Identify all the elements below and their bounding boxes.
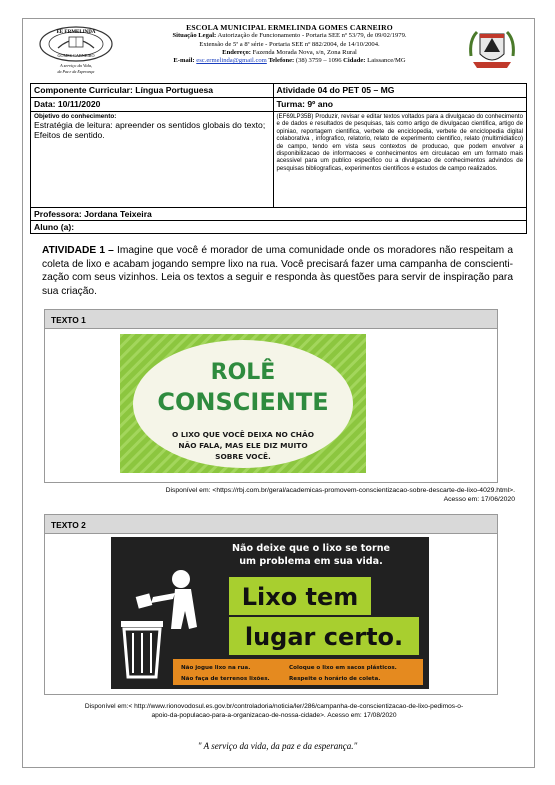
texto2-tip4: Respeite o horário de coleta.	[289, 676, 381, 682]
texto2-tip1: Não jogue lixo na rua.	[181, 665, 251, 671]
texto1-image-caption2: NÃO FALA, MAS ELE DIZ MUITO	[178, 441, 308, 450]
texto1-image	[120, 334, 366, 473]
phone-text: (38) 3759 – 1096	[295, 57, 342, 65]
class-cell: Turma: 9º ano	[273, 98, 526, 112]
texto2-image-top2: um problema em sua vida.	[239, 556, 383, 567]
footer-motto: " A serviço da vida, da paz e da esperança."	[197, 741, 358, 751]
texto1-image-line1: ROLÊ	[210, 360, 276, 385]
date-cell: Data: 10/11/2020	[31, 98, 274, 112]
texto2-image-big1: Lixo tem	[241, 583, 359, 611]
city-text: Laissance/MG	[367, 57, 406, 65]
texto2-title: TEXTO 2	[45, 515, 497, 534]
info-table	[30, 83, 527, 234]
texto1-image-caption3: SOBRE VOCÊ.	[215, 452, 271, 461]
texto1-credit-line1: Disponível em: <https://rbj.com.br/geral/academicas-promovem-conscientizacao-sobre-descarte-de-lixo-4029.html>.	[165, 487, 515, 494]
texto2-credit-line2: apoio-da-populacao-para-a-organizacao-de-nossa-cidade>. Acesso em: 17/08/2020	[151, 711, 397, 719]
extension-line: Extensão de 5ª a 8ª série - Portaria SEE nº 882/2004, de 14/10/2004.	[199, 40, 380, 48]
texto2-image	[111, 537, 429, 689]
texto1-image-caption1: O LIXO QUE VOCÊ DEIXA NO CHÃO	[171, 430, 315, 439]
city-label: Cidade:	[343, 57, 366, 65]
component-cell: Componente Curricular: Língua Portuguesa	[31, 84, 274, 98]
legal-label: Situação Legal:	[172, 32, 217, 40]
texto1-image-line2: CONSCIENTE	[157, 388, 329, 416]
logo-mid-text: GOMES CARNEIRO	[57, 53, 95, 58]
texto1-credit-line2: Acesso em: 17/06/2020	[443, 496, 515, 504]
teacher-cell: Professora: Jordana Teixeira	[31, 208, 527, 221]
logo-motto-text-2: da Paz e da Esperança	[57, 69, 95, 74]
texto1-title: TEXTO 1	[45, 310, 497, 329]
objective-cell	[31, 112, 274, 208]
objective-label: Objetivo do conhecimento:	[34, 113, 117, 120]
address-label: Endereço:	[222, 48, 251, 56]
activity-cell: Atividade 04 do PET 05 – MG	[273, 84, 526, 98]
texto2-tip3: Não faça de terrenos lixões.	[181, 676, 270, 682]
school-logo	[36, 24, 116, 76]
texto2-tip2: Coloque o lixo em sacos plásticos.	[289, 665, 397, 671]
texto1-credit	[166, 486, 515, 504]
texto2-credit	[44, 703, 504, 721]
student-cell[interactable]: Aluno (a):	[31, 221, 527, 234]
activity-text: Imagine que você é morador de uma comunidade onde os moradores não respeitam a coleta de lixo e acabam jogando sempre lixo na rua. Você precisará fazer uma campanha de conscienti-zação com seus vizinhos. Leia os textos a seguir e responda às questões para servir de inspiração para sua criação.	[42, 245, 513, 297]
phone-label: Telefone:	[268, 57, 295, 65]
legal-line	[122, 32, 457, 40]
contact-line	[122, 57, 457, 65]
header-text	[122, 24, 457, 65]
email-label: E-mail:	[173, 57, 195, 65]
city-coat-of-arms	[463, 26, 521, 74]
school-header	[30, 22, 527, 78]
email-link[interactable]: esc.ermelinda@gmail.com	[196, 57, 267, 65]
activity-label: ATIVIDADE 1 –	[42, 245, 114, 256]
logo-top-text: EE ERMELINDA	[56, 30, 96, 35]
activity-paragraph	[42, 244, 513, 298]
skill-cell: (EF69LP35B) Produzir, revisar e editar textos voltados para a divulgacao do conhecimento e de dados e resultados de pesquisas, tais como artigo de divulgacao cientifica, artigo de opiniao, reportagem cientifica, verbete de enciclopedia, verbete de enciclopedia digital colaborativa , infografico, relatorio, relato de experimento cientifico, relato (multimidiatico) de campo, tendo em vista seus contextos de producao, que podem envolver a disponibilizacao de informacoes e conhecimentos em circulacao em um formato mais acessivel para um publico especifico ou a divulgacao de conhecimentos advindos de pesquisas bibliograficas, experimentos cientificos e estudos de campo realizados.	[273, 112, 526, 208]
texto2-credit-line1: Disponível em:< http://www.rionovodosul.es.gov.br/controladoria/noticia/ler/286/campanha-de-conscientizacao-de-lixo-pedimos-o-	[84, 703, 464, 710]
address-line	[122, 49, 457, 57]
texto2-image-top1: Não deixe que o lixo se torne	[231, 543, 391, 554]
school-name: ESCOLA MUNICIPAL ERMELINDA GOMES CARNEIRO	[186, 23, 393, 32]
texto2-image-big2: lugar certo.	[244, 623, 404, 651]
logo-motto-text: A serviço da Vida,	[59, 63, 93, 68]
address-text: Fazenda Morada Nova, s/n, Zona Rural	[252, 48, 357, 56]
objective-text: Estratégia de leitura: apreender os sentidos globais do texto; Efeitos de sentido.	[34, 120, 266, 140]
legal-text: Autorização de Funcionamento - Portaria SEE nº 53/79, de 09/02/1979.	[217, 32, 407, 40]
